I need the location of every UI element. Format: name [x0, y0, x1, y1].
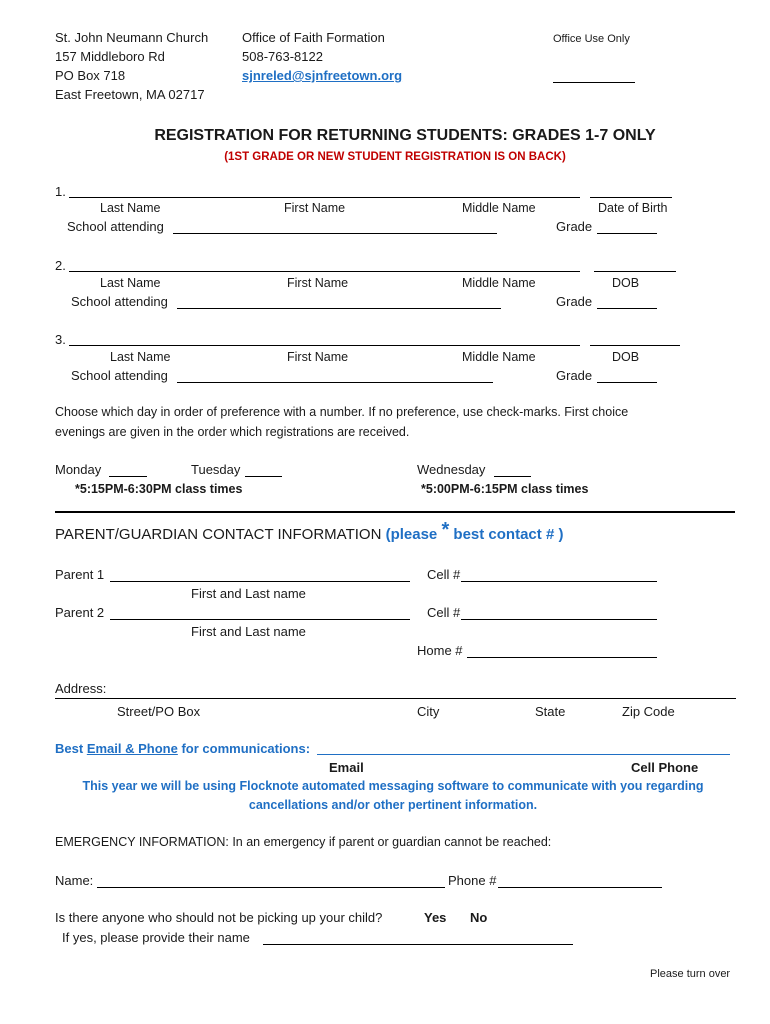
student-3-school-label: School attending — [71, 368, 168, 383]
email-phone-link[interactable]: Email & Phone — [86, 741, 178, 756]
no-option[interactable]: No — [470, 910, 488, 925]
student-2-school-label: School attending — [71, 294, 168, 309]
restricted-name-label: If yes, please provide their name — [62, 930, 250, 945]
emergency-name-field[interactable] — [97, 887, 445, 888]
student-1-dob-label: Date of Birth — [598, 201, 668, 215]
home-phone-field[interactable] — [467, 657, 657, 658]
address-label: Address: — [55, 681, 107, 696]
monday-field[interactable] — [109, 476, 147, 477]
student-3-dob-label: DOB — [612, 350, 640, 364]
student-2-school-field[interactable] — [177, 308, 501, 309]
student-1-dob-field[interactable] — [590, 197, 672, 198]
restricted-name-field[interactable] — [263, 944, 573, 945]
tuesday-label: Tuesday — [191, 462, 241, 477]
student-3-dob-field[interactable] — [590, 345, 680, 346]
yes-option[interactable]: Yes — [424, 910, 447, 925]
student-1-school-field[interactable] — [173, 233, 497, 234]
footer-note: Please turn over — [650, 968, 731, 980]
page-subtitle: (1ST GRADE OR NEW STUDENT REGISTRATION IS ON BACK) — [224, 151, 566, 163]
office-name: Office of Faith Formation — [242, 30, 385, 45]
parent-1-label: Parent 1 — [55, 567, 105, 582]
mon-tue-class-times: *5:15PM-6:30PM class times — [75, 482, 243, 496]
student-2-name-field[interactable] — [69, 271, 580, 272]
office-use-label: Office Use Only — [553, 33, 630, 45]
parent-2-cell-label: Cell # — [427, 605, 461, 620]
student-3-middle-label: Middle Name — [462, 350, 536, 364]
wed-class-times: *5:00PM-6:15PM class times — [421, 482, 589, 496]
parent-1-name-field[interactable] — [110, 581, 410, 582]
parent-2-name-hint: First and Last name — [191, 624, 306, 639]
monday-label: Monday — [55, 462, 102, 477]
address-field[interactable] — [55, 698, 736, 699]
asterisk-icon: * — [441, 519, 450, 541]
preference-instructions-line1: Choose which day in order of preference with a number. If no preference, use check-marks. First choice — [55, 405, 629, 419]
flocknote-notice-line1: This year we will be using Flocknote automated messaging software to communicate with you regarding — [82, 779, 704, 793]
student-2-first-label: First Name — [287, 276, 349, 290]
emergency-name-label: Name: — [55, 873, 94, 888]
student-1-last-label: Last Name — [100, 201, 161, 215]
student-2-last-label: Last Name — [100, 276, 161, 290]
parent-1-cell-field[interactable] — [461, 581, 657, 582]
student-3-last-label: Last Name — [110, 350, 171, 364]
student-3-grade-field[interactable] — [597, 382, 657, 383]
student-2-grade-field[interactable] — [597, 308, 657, 309]
student-2-dob-label: DOB — [612, 276, 640, 290]
student-3-school-field[interactable] — [177, 382, 493, 383]
parent-1-name-hint: First and Last name — [191, 586, 306, 601]
student-2-grade-label: Grade — [556, 294, 593, 309]
section-divider — [55, 511, 735, 513]
student-2-dob-field[interactable] — [594, 271, 676, 272]
student-1-name-field[interactable] — [69, 197, 580, 198]
church-address-line1: 157 Middleboro Rd — [55, 49, 165, 64]
student-2-number: 2. — [55, 258, 66, 273]
street-label: Street/PO Box — [117, 704, 201, 719]
wednesday-field[interactable] — [494, 476, 531, 477]
best-contact-note: (please * best contact # ) — [385, 519, 564, 543]
church-name: St. John Neumann Church — [55, 30, 209, 45]
student-3-first-label: First Name — [287, 350, 349, 364]
restricted-pickup-question: Is there anyone who should not be picking up your child? — [55, 910, 383, 925]
emergency-phone-label: Phone # — [448, 873, 497, 888]
parent-section-heading — [55, 519, 564, 544]
office-phone: 508-763-8122 — [242, 49, 323, 64]
parent-2-name-field[interactable] — [110, 619, 410, 620]
church-address-line2: PO Box 718 — [55, 68, 126, 83]
parent-heading-text: PARENT/GUARDIAN CONTACT INFORMATION — [55, 526, 382, 543]
wednesday-label: Wednesday — [417, 462, 486, 477]
emergency-phone-field[interactable] — [498, 887, 662, 888]
church-address-line3: East Freetown, MA 02717 — [55, 87, 205, 102]
office-email-link[interactable]: sjnreled@sjnfreetown.org — [242, 68, 403, 83]
email-label: Email — [329, 760, 364, 775]
student-1-school-label: School attending — [67, 219, 164, 234]
city-label: City — [417, 704, 440, 719]
state-label: State — [535, 704, 566, 719]
student-3-name-field[interactable] — [69, 345, 580, 346]
tuesday-field[interactable] — [245, 476, 282, 477]
office-use-line — [553, 82, 635, 83]
cell-phone-label: Cell Phone — [631, 760, 699, 775]
student-2-middle-label: Middle Name — [462, 276, 536, 290]
parent-2-cell-field[interactable] — [461, 619, 657, 620]
home-phone-label: Home # — [417, 643, 463, 658]
student-1-middle-label: Middle Name — [462, 201, 536, 215]
page-title: REGISTRATION FOR RETURNING STUDENTS: GRADES 1-7 ONLY — [154, 127, 656, 144]
student-1-grade-label: Grade — [556, 219, 593, 234]
student-3-grade-label: Grade — [556, 368, 593, 383]
emergency-heading: EMERGENCY INFORMATION: In an emergency if parent or guardian cannot be reached: — [55, 835, 552, 849]
student-1-grade-field[interactable] — [597, 233, 657, 234]
flocknote-notice-line2: cancellations and/or other pertinent information. — [248, 798, 538, 812]
zip-label: Zip Code — [622, 704, 675, 719]
preference-instructions-line2: evenings are given in the order which registrations are received. — [55, 425, 410, 439]
student-3-number: 3. — [55, 332, 66, 347]
parent-2-label: Parent 2 — [55, 605, 105, 620]
student-1-first-label: First Name — [284, 201, 346, 215]
parent-1-cell-label: Cell # — [427, 567, 461, 582]
best-communications-label: Best Email & Phone for communications: — [55, 741, 311, 756]
student-1-number: 1. — [55, 184, 66, 199]
email-phone-field[interactable] — [317, 754, 730, 755]
